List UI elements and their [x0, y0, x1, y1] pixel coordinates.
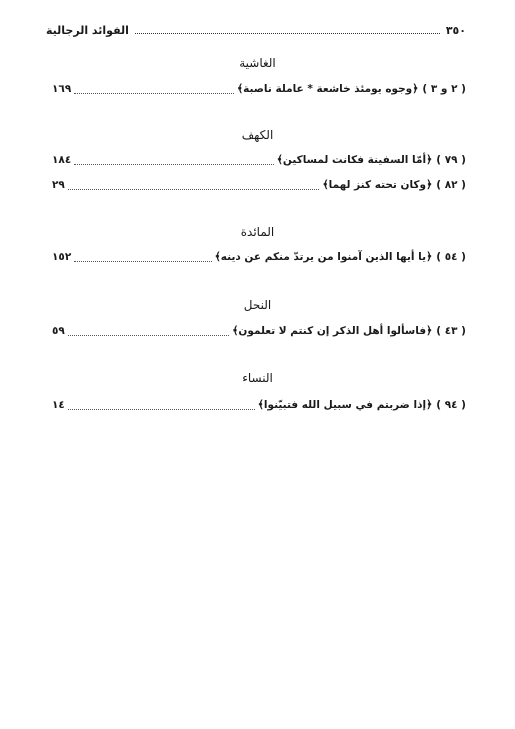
verse-number: ( ٩٤ ) — [436, 399, 466, 411]
dot-leader — [74, 261, 211, 262]
surah-heading: الغاشية — [239, 56, 276, 70]
page-number: ٣٥٠ — [445, 23, 466, 37]
verse-text: ﴿أمّا السفينة فكانت لمساكين﴾ — [276, 154, 433, 166]
verse-text: ﴿يا أيها الذين آمنوا من يرتدّ منكم عن دينه﴾ — [214, 251, 433, 263]
surah-heading: المائدة — [240, 225, 275, 239]
dot-leader — [68, 409, 255, 410]
page-reference: ١٥٢ — [52, 251, 72, 263]
verse-text: ﴿وجوه يومئذ خاشعة * عاملة ناصبة﴾ — [236, 83, 419, 95]
verse-text: ﴿إذا ضربتم في سبيل الله فتبيّنوا﴾ — [257, 399, 433, 411]
index-entry — [52, 80, 466, 98]
dot-leader — [68, 335, 229, 336]
surah-heading: النحل — [243, 298, 272, 312]
index-entry — [52, 151, 466, 169]
verse-number: ( ٢ و ٣ ) — [422, 83, 466, 95]
verse-number: ( ٨٢ ) — [436, 179, 466, 191]
page-reference: ٢٩ — [52, 179, 65, 191]
verse-text: ﴿وكان تحته كنز لهما﴾ — [322, 179, 433, 191]
index-entry — [52, 248, 466, 266]
dot-leader — [74, 164, 274, 165]
page-reference: ١٤ — [52, 399, 65, 411]
verse-number: ( ٧٩ ) — [436, 154, 466, 166]
page-header — [46, 20, 466, 40]
header-dot-leader — [135, 33, 440, 34]
verse-text: ﴿فاسألوا أهل الذكر إن كنتم لا تعلمون﴾ — [232, 325, 433, 337]
verse-number: ( ٤٣ ) — [436, 325, 466, 337]
page-reference: ١٦٩ — [52, 83, 72, 95]
index-entry — [52, 322, 466, 340]
dot-leader — [68, 189, 320, 190]
verse-number: ( ٥٤ ) — [436, 251, 466, 263]
page-reference: ٥٩ — [52, 325, 65, 337]
surah-heading: الكهف — [241, 128, 274, 142]
index-entry — [52, 396, 466, 414]
dot-leader — [74, 93, 234, 94]
book-title: الفوائد الرجالية — [46, 23, 129, 37]
index-entry — [52, 176, 466, 194]
surah-heading: النساء — [242, 371, 273, 385]
page-reference: ١٨٤ — [52, 154, 72, 166]
